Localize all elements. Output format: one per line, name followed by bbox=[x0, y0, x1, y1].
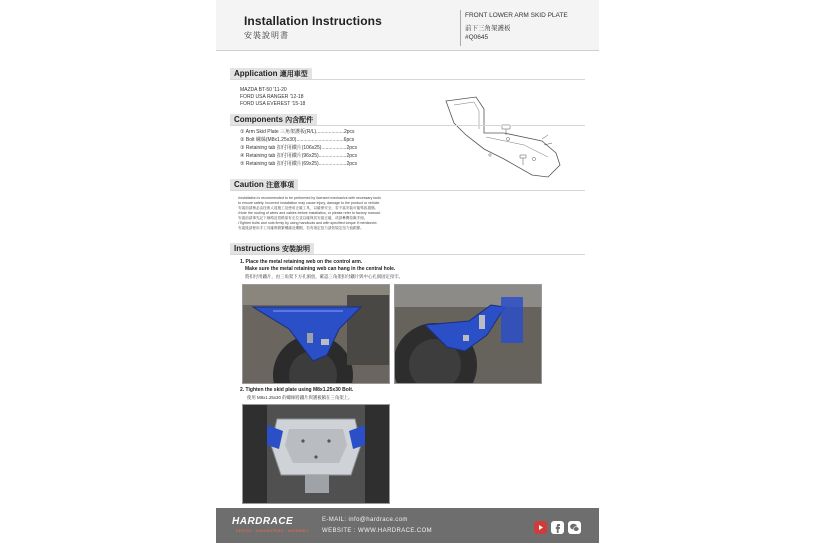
youtube-icon[interactable] bbox=[534, 521, 547, 534]
footer-email: E-MAIL: info@hardrace.com bbox=[322, 517, 408, 523]
instructions-heading-chinese: 安裝說明 bbox=[282, 245, 311, 253]
step-2-text-chinese: 使用 M8x1.25x30 的螺絲將鐵片與護板鎖在三角架上。 bbox=[247, 395, 353, 400]
page-title: Installation Instructions bbox=[244, 14, 382, 28]
components-heading-label: Components bbox=[234, 115, 283, 124]
facebook-icon[interactable] bbox=[551, 521, 564, 534]
instructions-rule bbox=[230, 254, 585, 255]
step-1-text-cont: Make sure the metal retaining web can hang in the central hole. bbox=[245, 266, 396, 272]
vehicle-item: FORD USA RANGER '12-18 bbox=[240, 94, 304, 100]
brand-tagline: DESIGN · ENGINEERING · ASSEMBLY bbox=[236, 529, 310, 533]
application-rule bbox=[230, 79, 585, 80]
vehicle-item: MAZDA BT-50 '11-20 bbox=[240, 87, 287, 93]
caution-line: 安裝前請事先記下線路及管路原有走位並以確保其安裝正確，或請參閱原廠手冊。 bbox=[238, 216, 368, 220]
footer bbox=[216, 508, 599, 543]
product-title-chinese: 前下三角架護板 bbox=[465, 25, 511, 32]
components-rule bbox=[230, 125, 585, 126]
instruction-sheet bbox=[216, 0, 599, 543]
caution-line: to ensure safety. Incorrect installation may cause injury, damage to the product or vehicle. bbox=[238, 201, 381, 205]
step-1-photo-right-image bbox=[395, 285, 541, 383]
application-heading-label: Application bbox=[234, 69, 278, 78]
step-1-text-chinese: 將扣付用鐵片，由三角架下方孔洞放，確認三角架扣付鐵片與中心孔洞固定扣牢。 bbox=[245, 274, 404, 279]
footer-website: WEBSITE : WWW.HARDRACE.COM bbox=[322, 528, 433, 534]
wechat-icon[interactable] bbox=[568, 521, 581, 534]
step-2-photo bbox=[242, 404, 390, 504]
page-title-chinese: 安裝說明書 bbox=[244, 31, 289, 40]
caution-heading-label: Caution bbox=[234, 180, 264, 189]
caution-line: •Note the routing of wires and cables before installation, or please refer to factory manual. bbox=[238, 211, 381, 215]
component-item: ⑤ Retaining tab 扣付用鐵片(69x25)....................2pcs bbox=[240, 161, 358, 167]
skid-plate-drawing bbox=[424, 95, 574, 181]
caution-rule bbox=[230, 190, 585, 191]
step-1-text: 1. Place the metal retaining web on the control arm. bbox=[240, 259, 363, 265]
header bbox=[216, 0, 599, 51]
application-heading-chinese: 適用車型 bbox=[279, 70, 308, 78]
components-heading-chinese: 內含配件 bbox=[285, 116, 314, 124]
instructions-heading-label: Instructions bbox=[234, 244, 280, 253]
caution-line: 安裝前請務必由技術人員施工及使用正確工具，以確保安全，若不當安裝可能導致損傷。 bbox=[238, 206, 379, 210]
step-1-photo-left bbox=[242, 284, 390, 384]
vehicle-item: FORD USA EVEREST '15-18 bbox=[240, 101, 306, 107]
caution-line: 安裝後請使用手工具確實鎖緊螺絲及螺帽，若有指定扭力請依規定扭力值鎖緊。 bbox=[238, 226, 364, 230]
component-item: ④ Retaining tab 扣付用鐵片(96x25)....................2pcs bbox=[240, 153, 358, 159]
product-code: #Q0645 bbox=[465, 34, 489, 41]
brand-logo: HARDRACE bbox=[232, 516, 294, 527]
caution-line: •Tighten bolts and nuts firmly by using handtools and with specified torque if mentioned. bbox=[238, 221, 378, 225]
step-2-text: 2. Tighten the skid plate using M8x1.25x30 Bolt. bbox=[240, 387, 354, 393]
component-item: ③ Retaining tab 扣付用鐵片(106x25)..................2pcs bbox=[240, 145, 358, 151]
step-1-photo-left-image bbox=[243, 285, 389, 383]
caution-line: •Installation is recommended to be performed by licensed mechanics with necessary tools bbox=[238, 196, 381, 200]
header-divider bbox=[460, 10, 461, 46]
content-area bbox=[216, 51, 599, 508]
caution-heading-chinese: 注意事項 bbox=[266, 181, 295, 189]
step-2-photo-image bbox=[243, 405, 389, 503]
product-title: FRONT LOWER ARM SKID PLATE bbox=[465, 12, 568, 19]
step-1-photo-right bbox=[394, 284, 542, 384]
component-item: ① Arm Skid Plate 三角架護板(R/L)....................2pcs bbox=[240, 129, 355, 135]
component-item: ② Bolt 螺絲(M8x1.25x30)..................................6pcs bbox=[240, 137, 355, 143]
